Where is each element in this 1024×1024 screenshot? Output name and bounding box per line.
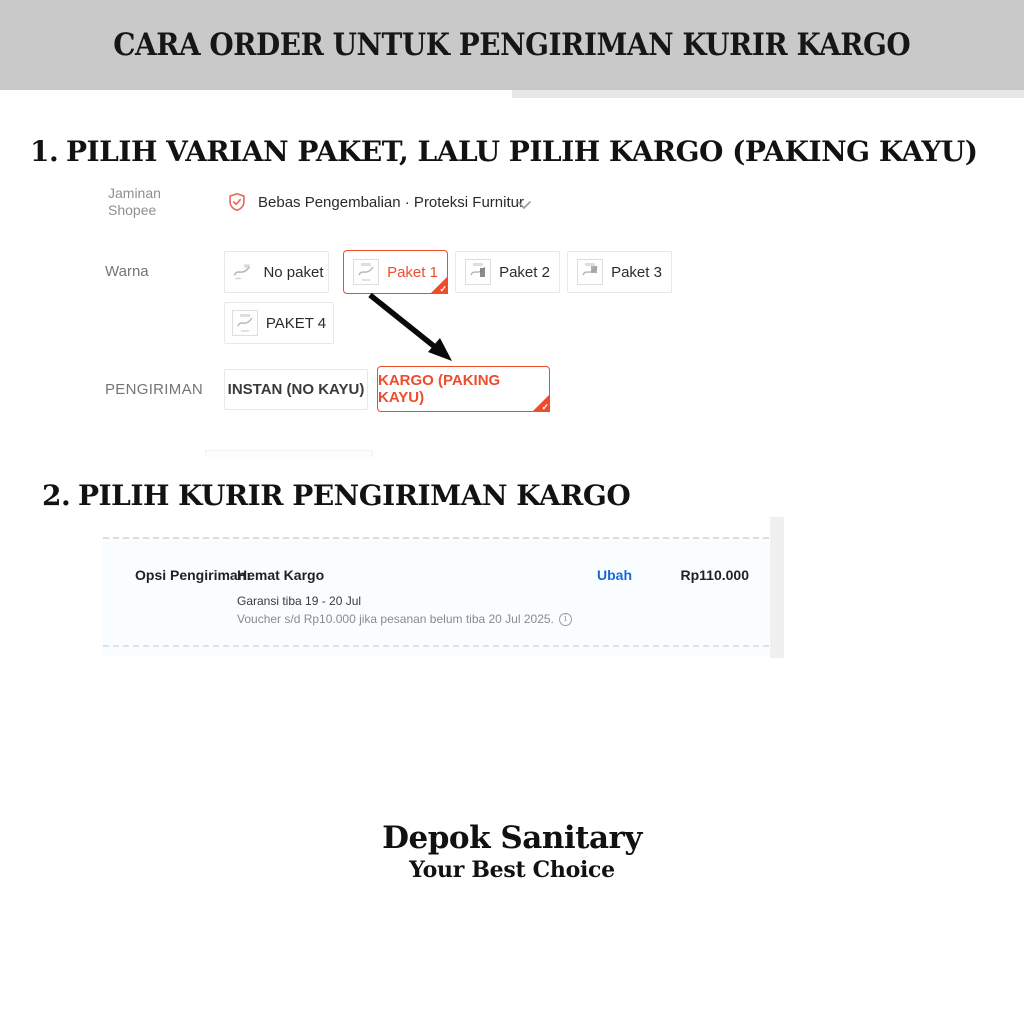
variant-option-label: Paket 3 xyxy=(611,263,662,281)
poster-title: CARA ORDER UNTUK PENGIRIMAN KURIR KARGO xyxy=(113,27,911,63)
guarantee-label xyxy=(108,185,161,219)
warna-label: Warna xyxy=(105,263,149,280)
change-link[interactable]: Ubah xyxy=(597,567,632,583)
shipping-option-row-label: Opsi Pengiriman: xyxy=(135,567,251,583)
shipping-option-label: KARGO (PAKING KAYU) xyxy=(378,372,501,406)
info-icon[interactable]: i xyxy=(559,613,572,626)
cropped-ui-fragment xyxy=(205,450,373,457)
product-thumbnail-icon xyxy=(577,259,603,285)
brand-name: Depok Sanitary xyxy=(382,820,642,856)
variant-option-no-paket[interactable] xyxy=(224,251,329,293)
brand-tagline: Your Best Choice xyxy=(409,857,615,883)
variant-option-label: Paket 2 xyxy=(499,263,550,281)
arrow-annotation-icon xyxy=(360,288,460,373)
step2-number: 2. xyxy=(42,479,71,512)
shipping-option-instan[interactable] xyxy=(224,369,368,410)
shipping-option-kargo[interactable] xyxy=(377,366,550,412)
variant-option-paket-2[interactable] xyxy=(455,251,560,293)
shipping-option-label: INSTAN (NO KAYU) xyxy=(227,381,365,398)
variant-option-label: PAKET 4 xyxy=(265,314,327,332)
check-icon: ✓ xyxy=(439,284,447,294)
variant-option-label: No paket xyxy=(263,263,324,281)
pengiriman-label: PENGIRIMAN xyxy=(105,381,204,398)
shield-check-icon xyxy=(226,191,248,213)
voucher-note-row xyxy=(237,612,572,626)
product-thumbnail-icon xyxy=(232,310,258,336)
scrollbar-track[interactable] xyxy=(770,517,784,658)
shipping-price: Rp110.000 xyxy=(680,567,749,583)
banner-substrip xyxy=(512,90,1024,98)
variant-option-paket-4[interactable] xyxy=(224,302,334,344)
voucher-note-text: Voucher s/d Rp10.000 jika pesanan belum tiba 20 Jul 2025. xyxy=(237,612,554,626)
check-icon: ✓ xyxy=(541,402,549,412)
selected-check-badge xyxy=(532,394,550,412)
guarantee-label-line1: Jaminan xyxy=(108,185,161,201)
step1-number: 1. xyxy=(30,135,59,168)
panel-divider xyxy=(103,645,769,647)
shipping-method-value: Hemat Kargo xyxy=(237,567,325,583)
variant-option-label: Paket 1 xyxy=(387,263,438,281)
guarantee-label-line2: Shopee xyxy=(108,202,157,218)
product-thumbnail-icon xyxy=(229,259,255,285)
variant-option-paket-3[interactable] xyxy=(567,251,672,293)
header-banner xyxy=(0,0,1024,90)
product-thumbnail-icon xyxy=(465,259,491,285)
guarantee-value[interactable]: Bebas Pengembalian · Proteksi Furnitur xyxy=(258,194,524,211)
step1-title: PILIH VARIAN PAKET, LALU PILIH KARGO (PAKING KAYU) xyxy=(66,135,978,168)
product-thumbnail-icon xyxy=(353,259,379,285)
shipping-panel xyxy=(103,537,769,656)
guarantee-eta-text: Garansi tiba 19 - 20 Jul xyxy=(237,594,362,608)
step2-title: PILIH KURIR PENGIRIMAN KARGO xyxy=(78,479,631,512)
chevron-down-icon[interactable] xyxy=(516,197,532,209)
